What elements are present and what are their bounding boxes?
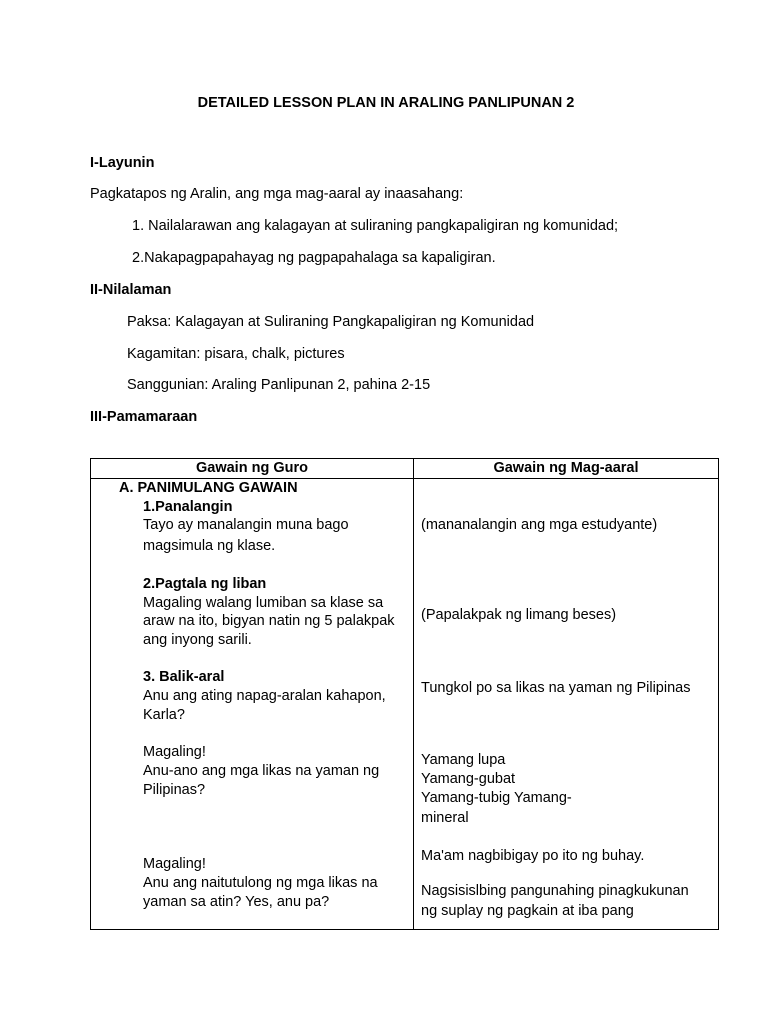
response-buhay: Ma'am nagbibigay po ito ng buhay. — [421, 848, 645, 864]
panalangin-line-1: Tayo ay manalangin muna bago — [143, 517, 349, 533]
panalangin-line-2: magsimula ng klase. — [143, 538, 276, 554]
nilalaman-paksa: Paksa: Kalagayan at Suliraning Pangkapaligiran ng Komunidad — [127, 314, 535, 330]
nilalaman-kagamitan: Kagamitan: pisara, chalk, pictures — [127, 346, 345, 362]
response-yaman-1: Yamang lupa — [421, 752, 506, 768]
table-header-row — [91, 459, 719, 479]
layunin-item-2: 2.Nakapagpapahayag ng pagpapahalaga sa kapaligiran. — [132, 250, 496, 266]
pamamaraan-heading: III-Pamamaraan — [90, 409, 198, 425]
balik-line-1: Anu ang ating napag-aralan kahapon, — [143, 688, 386, 704]
liban-line-1: Magaling walang lumiban sa klase sa — [143, 595, 384, 611]
table-row — [91, 479, 719, 930]
liban-heading: 2.Pagtala ng liban — [143, 576, 267, 592]
header-guro: Gawain ng Guro — [91, 459, 414, 479]
response-yaman-2: Yamang-gubat — [421, 771, 516, 787]
guro-cell — [91, 479, 414, 930]
liban-line-3: ang inyong sarili. — [143, 632, 252, 648]
response-yaman-3: Yamang-tubig Yamang- — [421, 790, 572, 806]
liban-line-2: araw na ito, bigyan natin ng 5 palakpak — [143, 613, 395, 629]
naitutulong-line-2: yaman sa atin? Yes, anu pa? — [143, 894, 330, 910]
balik-line-2: Karla? — [143, 707, 185, 723]
magaaral-cell — [414, 479, 719, 930]
response-palakpak: (Papalakpak ng limang beses) — [421, 607, 617, 623]
document-title: DETAILED LESSON PLAN IN ARALING PANLIPUNAN 2 — [197, 95, 575, 111]
response-panalangin: (mananalangin ang mga estudyante) — [421, 517, 658, 533]
layunin-heading: I-Layunin — [90, 155, 155, 171]
nilalaman-heading: II-Nilalaman — [90, 282, 172, 298]
balik-heading: 3. Balik-aral — [143, 669, 225, 685]
response-balik-aral: Tungkol po sa likas na yaman ng Pilipinas — [421, 680, 691, 696]
layunin-item-1: 1. Nailalarawan ang kalagayan at suliraning pangkapaligiran ng komunidad; — [132, 218, 619, 234]
lesson-table — [90, 458, 719, 930]
likas-line-1: Anu-ano ang mga likas na yaman ng — [143, 763, 380, 779]
magaling-1: Magaling! — [143, 744, 206, 760]
nilalaman-sanggunian: Sanggunian: Araling Panlipunan 2, pahina 2-15 — [127, 377, 431, 393]
header-magaaral: Gawain ng Mag-aaral — [414, 459, 719, 479]
naitutulong-line-1: Anu ang naitutulong ng mga likas na — [143, 875, 378, 891]
response-pinagkukunan-1: Nagsisislbing pangunahing pinagkukunan — [421, 883, 689, 899]
response-pinagkukunan-2: ng suplay ng pagkain at iba pang — [421, 903, 634, 919]
section-a-heading: A. PANIMULANG GAWAIN — [119, 480, 298, 496]
likas-line-2: Pilipinas? — [143, 782, 206, 798]
layunin-intro: Pagkatapos ng Aralin, ang mga mag-aaral ay inaasahang: — [90, 186, 464, 202]
magaling-2: Magaling! — [143, 856, 206, 872]
response-yaman-4: mineral — [421, 810, 469, 826]
panalangin-heading: 1.Panalangin — [143, 499, 233, 515]
